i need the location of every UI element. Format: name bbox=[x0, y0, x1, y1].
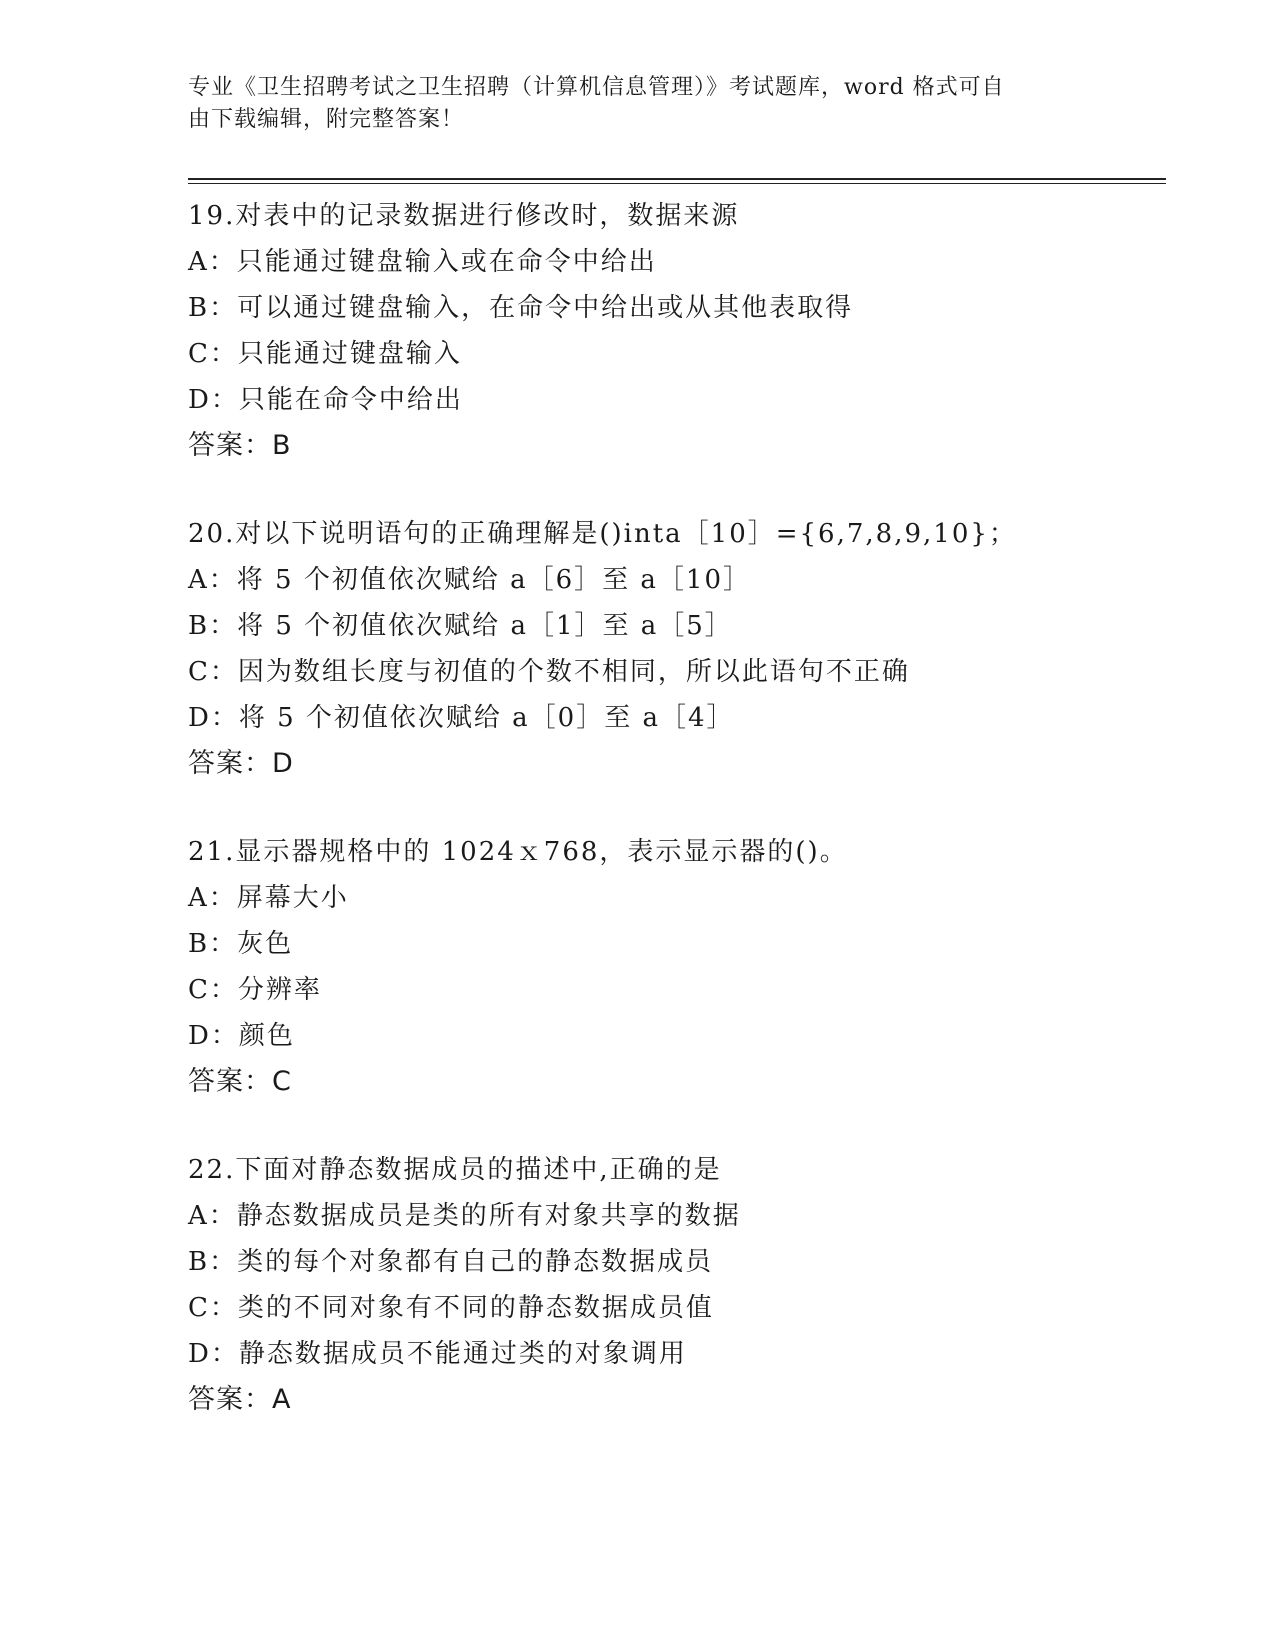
option-a: A：静态数据成员是类的所有对象共享的数据 bbox=[188, 1201, 741, 1231]
option-b: B：类的每个对象都有自己的静态数据成员 bbox=[188, 1247, 714, 1277]
document-header bbox=[188, 72, 1088, 136]
header-line-2: 由下载编辑，附完整答案！ bbox=[188, 107, 465, 132]
question-21 bbox=[188, 829, 1168, 1105]
header-line-1: 专业《卫生招聘考试之卫生招聘（计算机信息管理）》考试题库，word 格式可自 bbox=[188, 75, 1005, 100]
option-c: C：分辨率 bbox=[188, 975, 322, 1005]
header-divider-thin bbox=[188, 183, 1166, 184]
option-b: B：可以通过键盘输入，在命令中给出或从其他表取得 bbox=[188, 293, 854, 323]
option-b: B：灰色 bbox=[188, 929, 294, 959]
question-stem: 19.对表中的记录数据进行修改时，数据来源 bbox=[188, 201, 740, 231]
option-c: C：只能通过键盘输入 bbox=[188, 339, 462, 369]
option-c: C：因为数组长度与初值的个数不相同，所以此语句不正确 bbox=[188, 657, 910, 687]
option-d: D：静态数据成员不能通过类的对象调用 bbox=[188, 1339, 687, 1369]
option-d: D：颜色 bbox=[188, 1021, 295, 1051]
option-a: A：屏幕大小 bbox=[188, 883, 349, 913]
option-d: D：将 5 个初值依次赋给 a［0］至 a［4］ bbox=[188, 703, 735, 733]
question-stem: 22.下面对静态数据成员的描述中,正确的是 bbox=[188, 1155, 722, 1185]
option-c: C：类的不同对象有不同的静态数据成员值 bbox=[188, 1293, 714, 1323]
answer-line: 答案：B bbox=[188, 430, 292, 461]
question-22 bbox=[188, 1147, 1168, 1423]
option-d: D：只能在命令中给出 bbox=[188, 385, 463, 415]
option-b: B：将 5 个初值依次赋给 a［1］至 a［5］ bbox=[188, 611, 733, 641]
option-a: A：只能通过键盘输入或在命令中给出 bbox=[188, 247, 657, 277]
answer-line: 答案：D bbox=[188, 748, 294, 779]
answer-line: 答案：C bbox=[188, 1066, 292, 1097]
answer-line: 答案：A bbox=[188, 1384, 292, 1415]
header-divider-thick bbox=[188, 178, 1166, 180]
question-19 bbox=[188, 193, 1168, 469]
question-list bbox=[188, 193, 1168, 1423]
question-stem: 20.对以下说明语句的正确理解是()inta［10］={6,7,8,9,10}； bbox=[188, 519, 1017, 549]
question-stem: 21.显示器规格中的 1024ｘ768，表示显示器的()。 bbox=[188, 837, 848, 867]
question-20 bbox=[188, 511, 1168, 787]
option-a: A：将 5 个初值依次赋给 a［6］至 a［10］ bbox=[188, 565, 752, 595]
